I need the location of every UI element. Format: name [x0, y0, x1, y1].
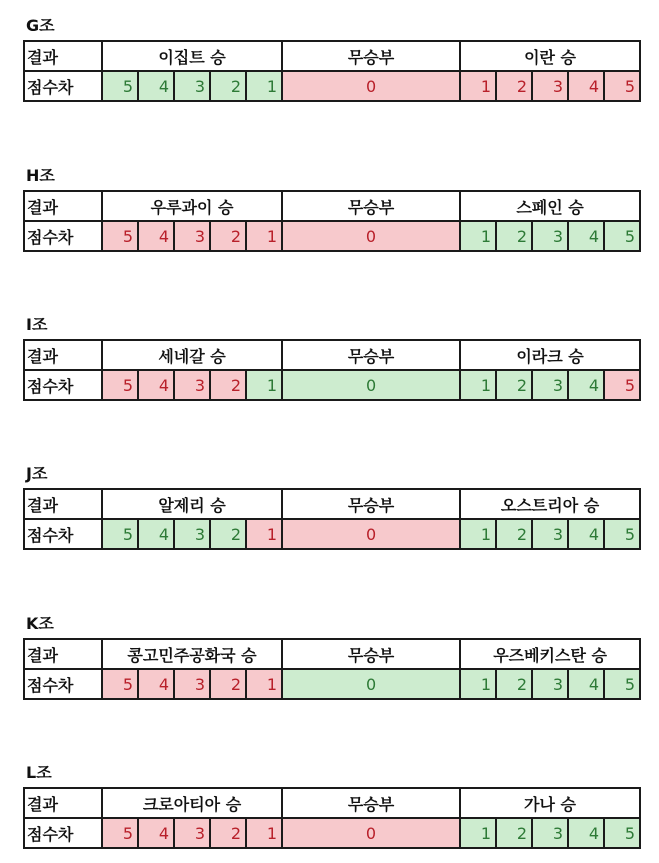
right-score-cell: 3: [532, 519, 568, 549]
left-team-win: 이집트 승: [102, 41, 282, 71]
score-label: 점수차: [24, 519, 102, 549]
left-score-cell: 4: [138, 71, 174, 101]
result-label: 결과: [24, 340, 102, 370]
right-score-cell: 5: [604, 221, 640, 251]
score-row: [24, 669, 640, 699]
result-label: 결과: [24, 639, 102, 669]
right-score-cell: 2: [496, 370, 532, 400]
right-team-win: 스페인 승: [460, 191, 640, 221]
score-label: 점수차: [24, 370, 102, 400]
group-section: [23, 166, 639, 252]
right-score-cell: 5: [604, 818, 640, 848]
left-score-cell: 4: [138, 221, 174, 251]
draw-header: 무승부: [282, 639, 460, 669]
left-score-cell: 4: [138, 669, 174, 699]
score-table: [23, 339, 641, 401]
right-score-cell: 3: [532, 669, 568, 699]
right-score-cell: 2: [496, 221, 532, 251]
left-score-cell: 5: [102, 669, 138, 699]
left-score-cell: 3: [174, 370, 210, 400]
score-label: 점수차: [24, 221, 102, 251]
group-title: I조: [26, 315, 48, 334]
left-team-win: 알제리 승: [102, 489, 282, 519]
draw-score-cell: 0: [282, 669, 460, 699]
score-label: 점수차: [24, 669, 102, 699]
left-score-cell: 5: [102, 519, 138, 549]
draw-score-cell: 0: [282, 818, 460, 848]
right-score-cell: 2: [496, 519, 532, 549]
result-row: [24, 489, 640, 519]
right-team-win: 이라크 승: [460, 340, 640, 370]
score-table: [23, 638, 641, 700]
score-table: [23, 787, 641, 849]
draw-header: 무승부: [282, 41, 460, 71]
right-score-cell: 4: [568, 519, 604, 549]
score-table: [23, 190, 641, 252]
result-label: 결과: [24, 41, 102, 71]
right-team-win: 가나 승: [460, 788, 640, 818]
left-score-cell: 3: [174, 519, 210, 549]
score-row: [24, 71, 640, 101]
group-section: [23, 763, 639, 849]
left-score-cell: 2: [210, 221, 246, 251]
left-team-win: 우루과이 승: [102, 191, 282, 221]
left-score-cell: 1: [246, 370, 282, 400]
score-row: [24, 519, 640, 549]
result-row: [24, 788, 640, 818]
right-score-cell: 4: [568, 370, 604, 400]
left-score-cell: 5: [102, 370, 138, 400]
right-score-cell: 5: [604, 669, 640, 699]
group-section: [23, 16, 639, 102]
left-score-cell: 1: [246, 221, 282, 251]
right-score-cell: 2: [496, 818, 532, 848]
right-score-cell: 5: [604, 519, 640, 549]
left-score-cell: 2: [210, 818, 246, 848]
right-score-cell: 4: [568, 669, 604, 699]
result-row: [24, 41, 640, 71]
score-label: 점수차: [24, 818, 102, 848]
group-title: L조: [26, 763, 52, 782]
left-score-cell: 1: [246, 71, 282, 101]
draw-score-cell: 0: [282, 519, 460, 549]
score-label: 점수차: [24, 71, 102, 101]
right-score-cell: 2: [496, 669, 532, 699]
left-score-cell: 5: [102, 818, 138, 848]
group-title: G조: [26, 16, 55, 35]
right-score-cell: 5: [604, 370, 640, 400]
draw-score-cell: 0: [282, 221, 460, 251]
right-score-cell: 3: [532, 71, 568, 101]
right-score-cell: 3: [532, 221, 568, 251]
score-row: [24, 370, 640, 400]
right-score-cell: 3: [532, 370, 568, 400]
score-row: [24, 221, 640, 251]
score-row: [24, 818, 640, 848]
group-section: [23, 315, 639, 401]
right-score-cell: 1: [460, 669, 496, 699]
left-score-cell: 3: [174, 669, 210, 699]
right-score-cell: 1: [460, 519, 496, 549]
result-label: 결과: [24, 191, 102, 221]
right-score-cell: 4: [568, 818, 604, 848]
right-score-cell: 1: [460, 221, 496, 251]
right-score-cell: 3: [532, 818, 568, 848]
left-team-win: 크로아티아 승: [102, 788, 282, 818]
left-score-cell: 5: [102, 71, 138, 101]
score-table: [23, 40, 641, 102]
score-table: [23, 488, 641, 550]
group-title: J조: [26, 464, 48, 483]
left-score-cell: 1: [246, 818, 282, 848]
left-score-cell: 3: [174, 818, 210, 848]
left-team-win: 세네갈 승: [102, 340, 282, 370]
group-section: [23, 614, 639, 700]
draw-header: 무승부: [282, 788, 460, 818]
right-team-win: 오스트리아 승: [460, 489, 640, 519]
right-score-cell: 1: [460, 71, 496, 101]
right-score-cell: 2: [496, 71, 532, 101]
group-section: [23, 464, 639, 550]
result-label: 결과: [24, 489, 102, 519]
left-score-cell: 4: [138, 370, 174, 400]
right-score-cell: 1: [460, 818, 496, 848]
left-score-cell: 2: [210, 669, 246, 699]
left-score-cell: 5: [102, 221, 138, 251]
draw-header: 무승부: [282, 191, 460, 221]
draw-score-cell: 0: [282, 370, 460, 400]
group-title: H조: [26, 166, 55, 185]
right-team-win: 이란 승: [460, 41, 640, 71]
result-row: [24, 191, 640, 221]
left-score-cell: 2: [210, 519, 246, 549]
left-score-cell: 3: [174, 221, 210, 251]
left-team-win: 콩고민주공화국 승: [102, 639, 282, 669]
right-score-cell: 1: [460, 370, 496, 400]
right-score-cell: 5: [604, 71, 640, 101]
result-row: [24, 340, 640, 370]
group-title: K조: [26, 614, 54, 633]
draw-header: 무승부: [282, 340, 460, 370]
left-score-cell: 3: [174, 71, 210, 101]
left-score-cell: 1: [246, 519, 282, 549]
left-score-cell: 2: [210, 71, 246, 101]
result-row: [24, 639, 640, 669]
right-team-win: 우즈베키스탄 승: [460, 639, 640, 669]
draw-header: 무승부: [282, 489, 460, 519]
left-score-cell: 2: [210, 370, 246, 400]
right-score-cell: 4: [568, 221, 604, 251]
draw-score-cell: 0: [282, 71, 460, 101]
result-label: 결과: [24, 788, 102, 818]
right-score-cell: 4: [568, 71, 604, 101]
left-score-cell: 4: [138, 519, 174, 549]
left-score-cell: 1: [246, 669, 282, 699]
left-score-cell: 4: [138, 818, 174, 848]
